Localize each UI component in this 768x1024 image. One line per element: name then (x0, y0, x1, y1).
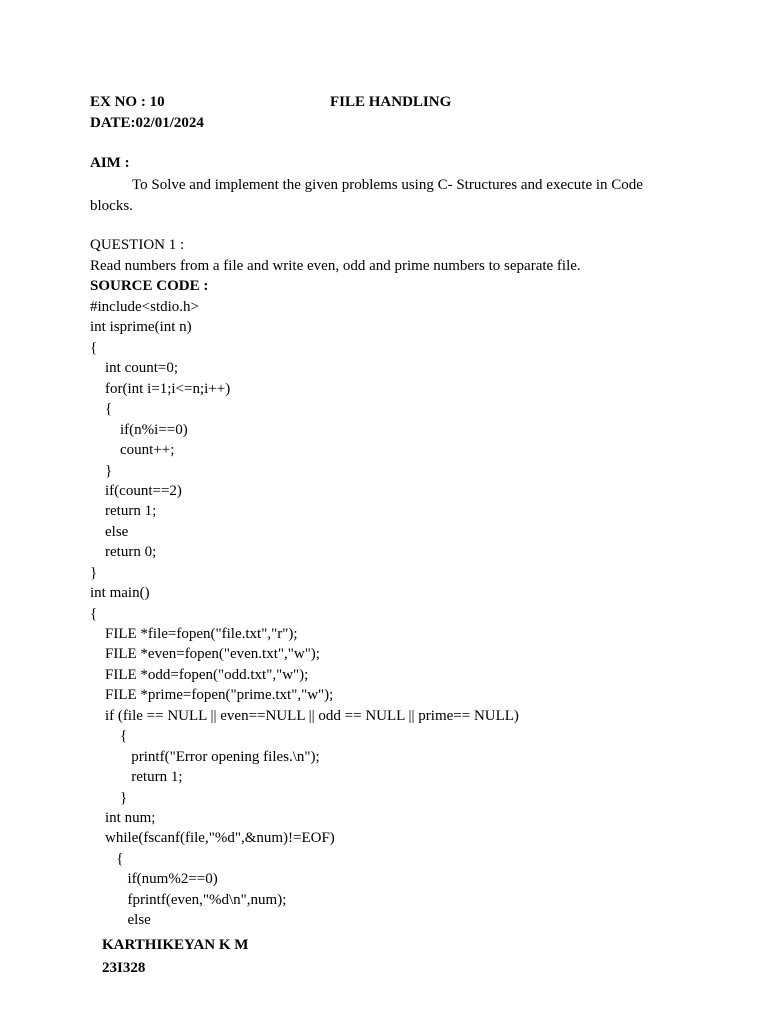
aim-text: To Solve and implement the given problems using C- Structures and execute in Code blocks. (90, 177, 643, 214)
code-line: count++; (90, 442, 175, 459)
code-line: if(count==2) (90, 482, 182, 499)
code-line: printf("Error opening files.\n"); (90, 748, 320, 765)
code-line: int count=0; (90, 360, 179, 377)
exercise-number: EX NO : 10 (90, 94, 165, 110)
code-line: if(num%2==0) (90, 871, 218, 888)
code-line: } (90, 462, 113, 479)
student-name: KARTHIKEYAN K M (102, 937, 249, 953)
code-line: { (90, 401, 113, 418)
code-line: if (file == NULL || even==NULL || odd == NULL || prime== NULL) (90, 707, 519, 724)
code-line: int isprime(int n) (90, 319, 192, 336)
code-line: else (90, 912, 151, 929)
code-line: for(int i=1;i<=n;i++) (90, 380, 231, 397)
code-line: else (90, 523, 129, 540)
code-line: fprintf(even,"%d\n",num); (90, 891, 287, 908)
code-line: } (90, 564, 98, 581)
code-line: { (90, 850, 124, 867)
source-code-label: SOURCE CODE : (90, 278, 209, 294)
code-line: while(fscanf(file,"%d",&num)!=EOF) (90, 830, 335, 847)
code-line: #include<stdio.h> (90, 299, 199, 315)
code-line: if(n%i==0) (90, 421, 188, 438)
aim-label: AIM : (90, 155, 130, 171)
code-line: return 1; (90, 503, 157, 520)
code-line: FILE *file=fopen("file.txt","r"); (90, 626, 298, 642)
code-line: FILE *even=fopen("even.txt","w"); (90, 646, 320, 663)
code-line: { (90, 605, 98, 622)
student-roll-number: 23I328 (102, 960, 146, 976)
code-line: { (90, 339, 98, 356)
code-line: return 0; (90, 544, 157, 561)
code-line: { (90, 728, 128, 745)
code-line: int num; (90, 809, 156, 826)
question-text: Read numbers from a file and write even, odd and prime numbers to separate file. (90, 258, 581, 274)
document-title: FILE HANDLING (330, 94, 452, 110)
code-line: int main() (90, 585, 150, 602)
code-line: FILE *odd=fopen("odd.txt","w"); (90, 666, 309, 683)
document-date: DATE:02/01/2024 (90, 115, 204, 131)
question-label: QUESTION 1 : (90, 237, 185, 253)
code-line: FILE *prime=fopen("prime.txt","w"); (90, 687, 334, 704)
code-line: return 1; (90, 769, 183, 786)
source-code-block (90, 297, 730, 931)
code-line: } (90, 789, 128, 806)
